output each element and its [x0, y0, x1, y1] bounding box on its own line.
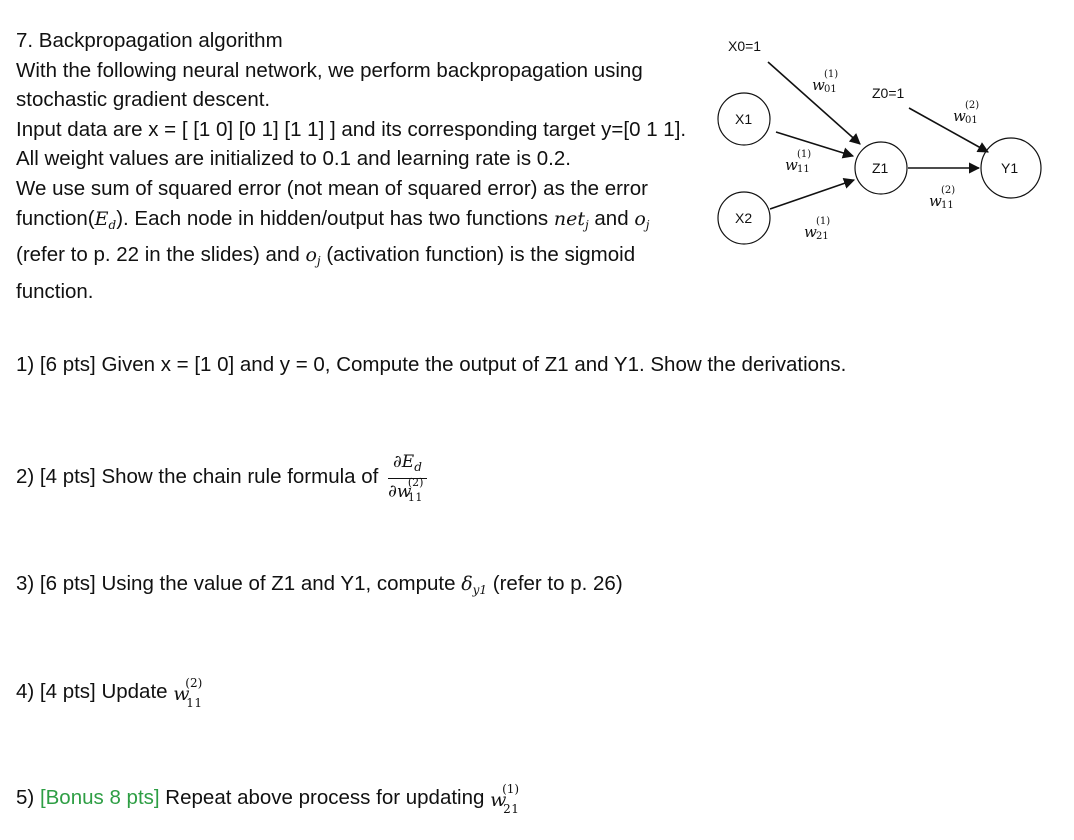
edge-x1-z1 — [776, 132, 853, 156]
z1-label: Z1 — [872, 160, 889, 176]
edge-x0-z1 — [768, 62, 860, 144]
bonus-label: [Bonus 8 pts] — [39, 786, 160, 809]
and-text: and — [588, 206, 635, 230]
intro-text-c: (refer to p. 22 in the slides) and — [16, 243, 306, 267]
svg-text:(1): (1) — [797, 149, 812, 160]
x0-label: X0=1 — [728, 38, 762, 54]
svg-text:(2): (2) — [941, 185, 956, 196]
weight-w21-1 — [804, 216, 830, 242]
weight-w11-2-inline: w (2) 11 — [173, 675, 203, 710]
o-j-symbol: $o_j$ — [634, 207, 650, 232]
delta-y1-symbol: $\delta_{y1}$ — [461, 573, 488, 597]
svg-text:11: 11 — [941, 200, 954, 211]
svg-text:w: w — [804, 223, 817, 241]
net-j-symbol: net$_j$ — [553, 207, 589, 232]
intro-text-d: (activation function) is the sigmoid function. — [16, 243, 636, 303]
intro-paragraph-1: With the following neural network, we perform backpropagation using stochastic gradient descent. — [16, 58, 643, 112]
question-2 — [16, 452, 427, 503]
svg-text:21: 21 — [816, 231, 829, 242]
partial-derivative: $\partial E_d$ ∂ w (2) 11 — [388, 452, 427, 503]
intro-paragraph-3 — [16, 174, 696, 306]
question-1: 1) [6 pts] Given x = [1 0] and y = 0, Compute the output of Z1 and Y1. Show the derivations. — [16, 353, 847, 376]
svg-text:w: w — [929, 192, 942, 210]
y1-label: Y1 — [1001, 160, 1019, 176]
x2-label: X2 — [735, 210, 753, 226]
error-symbol: $E_d$ — [94, 207, 117, 232]
svg-text:w: w — [812, 76, 825, 94]
weight-w01-2 — [953, 100, 979, 126]
weight-w11-2 — [929, 185, 955, 211]
neural-network-diagram — [700, 20, 1070, 280]
weight-w11-1 — [785, 149, 811, 175]
question-4: 4) [4 pts] Update w (2) 11 — [16, 678, 207, 707]
svg-text:11: 11 — [797, 164, 810, 175]
svg-text:01: 01 — [965, 115, 978, 126]
z0-label: Z0=1 — [872, 85, 905, 101]
svg-text:(1): (1) — [816, 216, 831, 227]
question-3: 3) [6 pts] Using the value of Z1 and Y1, compute $\delta_{y1}$ (refer to p. 26) — [16, 572, 623, 597]
intro-text-b: ). Each node in hidden/output has two functions — [116, 206, 554, 230]
svg-text:w: w — [953, 107, 966, 125]
svg-text:(2): (2) — [965, 100, 980, 111]
svg-text:w: w — [785, 156, 798, 174]
question-2-text: 2) [4 pts] Show the chain rule formula of — [16, 464, 379, 488]
svg-text:(1): (1) — [824, 69, 839, 80]
svg-text:01: 01 — [824, 84, 837, 95]
o-j-symbol-2: $o_j$ — [305, 244, 321, 269]
weight-w01-1 — [812, 69, 838, 95]
intro-paragraph-2: Input data are x = [ [1 0] [0 1] [1 1] ] and its corresponding target y=[0 1 1]. All weight values are initialized to 0.1 and learning rate is 0.2. — [16, 117, 687, 171]
problem-title: 7. Backpropagation algorithm — [16, 29, 283, 52]
question-5: 5) [Bonus 8 pts] Repeat above process for updating w (1) 21 — [16, 784, 524, 813]
edge-x2-z1 — [770, 180, 854, 209]
intro-text-a: We use sum of squared error (not mean of squared error) as the error function( — [16, 176, 648, 230]
weight-w21-1-inline: w (1) 21 — [490, 781, 520, 816]
x1-label: X1 — [735, 111, 753, 127]
problem-intro — [16, 26, 696, 306]
